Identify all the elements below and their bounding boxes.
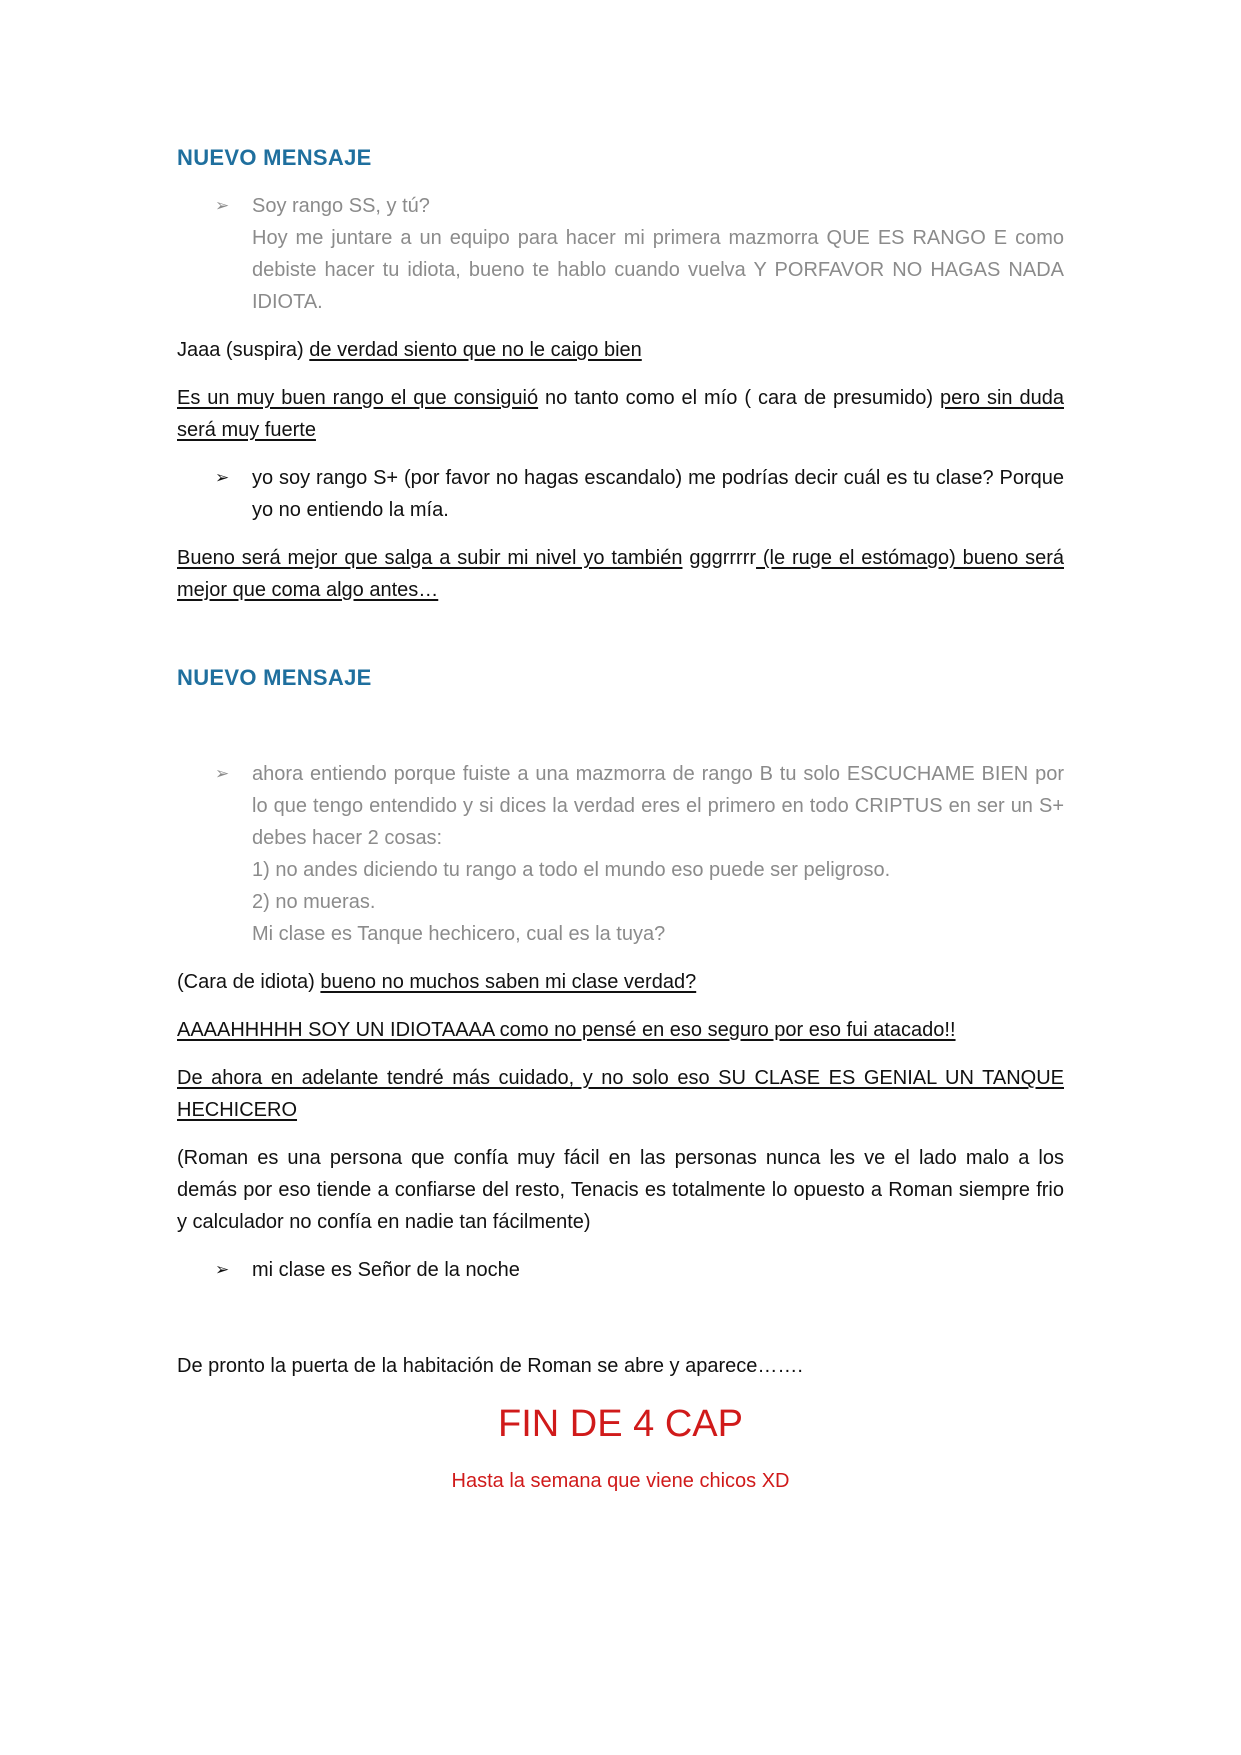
plain-text: gggrrrrr bbox=[682, 547, 757, 569]
narration-paragraph: De pronto la puerta de la habitación de Roman se abre y aparece……. bbox=[177, 1355, 803, 1377]
arrow-bullet-icon: ➢ bbox=[215, 764, 230, 783]
message-line: Mi clase es Tanque hechicero, cual es la tuya? bbox=[252, 923, 666, 945]
narrator-note: (Roman es una persona que confía muy fácil en las personas nunca les ve el lado malo a los demás por eso tiende a confiarse del resto, Tenacis es totalmente lo opuesto a Roman siempre frio y calculador no confía en nadie tan fácilmente) bbox=[177, 1147, 1064, 1233]
incoming-message-2 bbox=[177, 758, 1064, 950]
message-line: 1) no andes diciendo tu rango a todo el mundo eso puede ser peligroso. bbox=[252, 859, 891, 881]
section-heading-1: NUEVO MENSAJE bbox=[177, 145, 372, 170]
plain-text: Jaaa (suspira) bbox=[177, 339, 310, 361]
narration-paragraph bbox=[177, 1014, 1064, 1046]
thought-text: De ahora en adelante tendré más cuidado, y no solo eso SU CLASE ES GENIAL UN TANQUE HECHICERO bbox=[177, 1067, 1064, 1121]
chapter-end-title: FIN DE 4 CAP bbox=[498, 1403, 743, 1445]
reply-text: yo soy rango S+ (por favor no hagas escandalo) me podrías decir cuál es tu clase? Porque yo no entiendo la mía. bbox=[252, 467, 1064, 521]
arrow-bullet-icon: ➢ bbox=[215, 468, 230, 487]
narration-paragraph bbox=[177, 542, 1064, 606]
message-line: Soy rango SS, y tú? bbox=[252, 195, 430, 217]
reply-message-2 bbox=[177, 1254, 1064, 1286]
message-line: 2) no mueras. bbox=[252, 891, 376, 913]
thought-text: Es un muy buen rango el que consiguió bbox=[177, 387, 539, 409]
thought-text: AAAAHHHHH SOY UN IDIOTAAAA como no pensé en eso seguro por eso fui atacado!! bbox=[177, 1019, 956, 1041]
message-line: ahora entiendo porque fuiste a una mazmorra de rango B tu solo ESCUCHAME BIEN por lo que tengo entendido y si dices la verdad eres el primero en todo CRIPTUS en ser un S+ debes hacer 2 cosas: bbox=[252, 763, 1064, 849]
thought-text: (le ruge el estómago) bueno será mejor que coma algo antes… bbox=[177, 547, 1064, 601]
message-line: Hoy me juntare a un equipo para hacer mi primera mazmorra QUE ES RANGO E como debiste hacer tu idiota, bueno te hablo cuando vuelva Y PORFAVOR NO HAGAS NADA IDIOTA. bbox=[252, 227, 1064, 313]
document-body bbox=[177, 142, 1064, 1496]
thought-text: de verdad siento que no le caigo bien bbox=[309, 339, 642, 361]
arrow-bullet-icon: ➢ bbox=[215, 196, 230, 215]
chapter-end-subtitle: Hasta la semana que viene chicos XD bbox=[451, 1470, 790, 1492]
reply-text: mi clase es Señor de la noche bbox=[252, 1259, 520, 1281]
thought-text: pero sin duda será muy fuerte bbox=[177, 387, 1064, 441]
thought-text: bueno no muchos saben mi clase verdad? bbox=[320, 971, 697, 993]
narration-paragraph bbox=[177, 1062, 1064, 1126]
narration-paragraph bbox=[177, 382, 1064, 446]
incoming-message-1 bbox=[177, 190, 1064, 318]
arrow-bullet-icon: ➢ bbox=[215, 1260, 230, 1279]
narration-paragraph bbox=[177, 334, 1064, 366]
thought-text: Bueno será mejor que salga a subir mi nivel yo también bbox=[177, 547, 683, 569]
reply-message-1 bbox=[177, 462, 1064, 526]
narration-paragraph bbox=[177, 966, 1064, 998]
plain-text: (Cara de idiota) bbox=[177, 971, 321, 993]
section-heading-2: NUEVO MENSAJE bbox=[177, 665, 372, 690]
plain-text: no tanto como el mío ( cara de presumido) bbox=[538, 387, 940, 409]
